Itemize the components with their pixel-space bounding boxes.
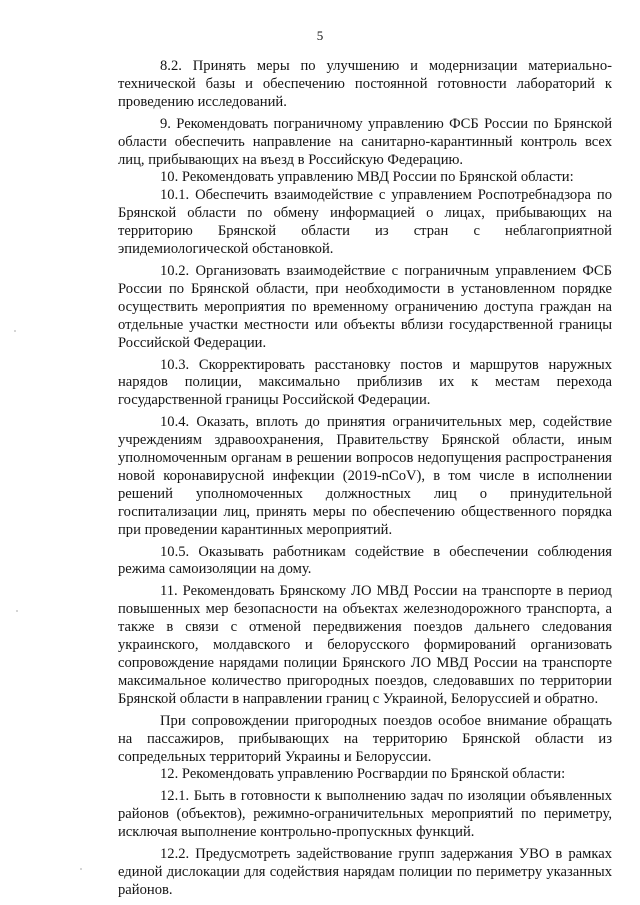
paragraph-10-5: 10.5. Оказывать работникам содействие в обеспечении соблюдения режима самоизоляции на дому.	[118, 543, 612, 578]
paragraph-12-2: 12.2. Предусмотреть задействование групп задержания УВО в рамках единой дислокации для содействия нарядам полиции по периметру указанных районов.	[118, 846, 612, 898]
paragraph-10-3: 10.3. Скорректировать расстановку постов и маршрутов наружных нарядов полиции, максимально приблизив их к местам перехода государственной границы Российской Федерации.	[118, 356, 612, 409]
paragraph-12-1: 12.1. Быть в готовности к выполнению задач по изоляции объявленных районов (объектов), режимно-ограничительных мероприятий по периметру, исключая выполнение контрольно-пропускных функций.	[118, 788, 612, 841]
scan-speck	[16, 610, 18, 612]
document-body	[118, 58, 612, 900]
scan-speck	[80, 868, 82, 870]
paragraph-10-4: 10.4. Оказать, вплоть до принятия ограничительных мер, содействие учреждениям здравоохранения, Правительству Брянской области, иным уполномоченным органам в решении вопросов недопущения распространения новой коронавирусной инфекции (2019-nCoV), в том числе в исполнении решений уполномоченных должностных лиц о принудительной госпитализации лиц, принять меры по обеспечению общественного порядка при проведении карантинных мероприятий.	[118, 414, 612, 538]
paragraph-12: 12. Рекомендовать управлению Росгвардии по Брянской области:	[160, 766, 566, 783]
paragraph-9: 9. Рекомендовать пограничному управлению ФСБ России по Брянской области обеспечить направление на санитарно-карантинный контроль всех лиц, прибывающих на въезд в Российскую Федерацию.	[118, 115, 612, 168]
paragraph-11: 11. Рекомендовать Брянскому ЛО МВД России на транспорте в период повышенных мер безопасности на объектах железнодорожного транспорта, а также в связи с отменой передвижения поездов дальнего следования украинского, молдавского и белорусского формирований организовать сопровождение нарядами полиции Брянского ЛО МВД России на транспорте максимальное количество пригородных поездов, следовавших по территории Брянской области в направлении границ с Украиной, Белоруссией и обратно.	[118, 583, 612, 707]
paragraph-10-2: 10.2. Организовать взаимодействие с пограничным управлением ФСБ России по Брянской области, при необходимости в установленном порядке осуществить мероприятия по временному ограничению доступа граждан на отдельные участки местности или объекты вблизи государственной границы Российской Федерации.	[118, 262, 612, 351]
paragraph-10: 10. Рекомендовать управлению МВД России по Брянской области:	[160, 169, 574, 186]
scan-speck	[14, 330, 16, 332]
paragraph-8-2: 8.2. Принять меры по улучшению и модернизации материально-технической базы и обеспечению постоянной готовности лабораторий к проведению исследований.	[118, 58, 612, 110]
paragraph-10-1: 10.1. Обеспечить взаимодействие с управлением Роспотребнадзора по Брянской области по обмену информацией о лицах, прибывающих на территорию Брянской области из стран с неблагоприятной эпидемиологической обстановкой.	[118, 187, 612, 258]
page-number: 5	[316, 28, 324, 43]
paragraph-11-note: При сопровождении пригородных поездов особое внимание обращать на пассажиров, прибывающих на территорию Брянской области из сопредельных территорий Украины и Белоруссии.	[118, 712, 612, 765]
